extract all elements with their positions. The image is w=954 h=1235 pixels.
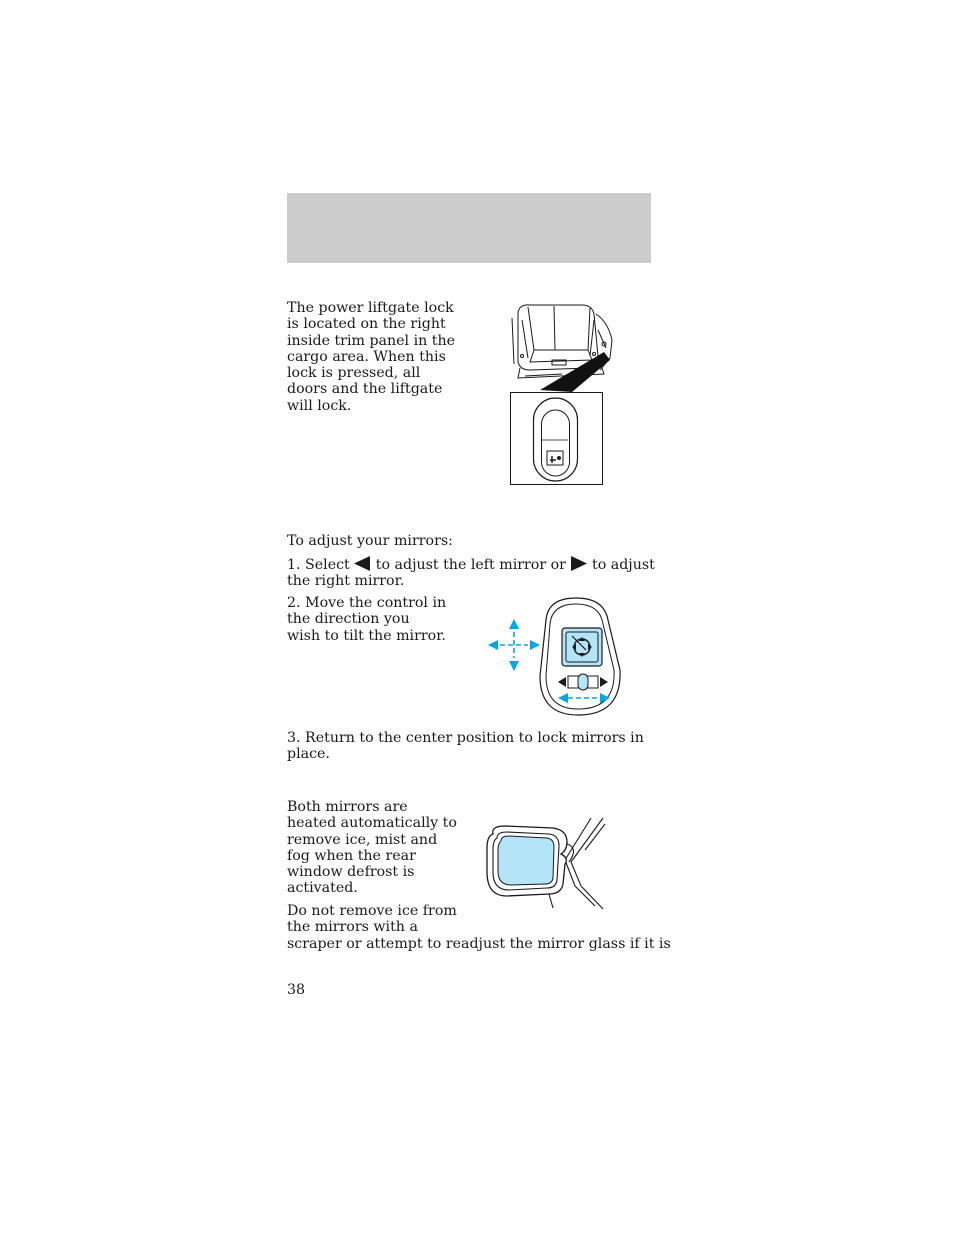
mirror-control-illustration: [486, 594, 626, 720]
left-arrow-icon: [354, 556, 371, 571]
step1-middle: to adjust the left mirror or: [375, 557, 566, 573]
mirrors-step-2: 2. Move the control in the direction you wish to tilt the mirror.: [287, 595, 447, 644]
liftgate-lock-text: The power liftgate lock is located on the right inside trim panel in the cargo area. When this lock is pressed, all doors and the liftgate will lock.: [287, 300, 456, 414]
mirrors-intro: To adjust your mirrors:: [287, 533, 453, 549]
heated-mirrors-warning-start: Do not remove ice from the mirrors with a: [287, 903, 457, 936]
step1-prefix: 1. Select: [287, 557, 350, 573]
section-header-band: [287, 193, 651, 263]
heated-mirrors-warning-cont: scraper or attempt to readjust the mirror glass if it is: [287, 936, 671, 952]
right-arrow-icon: [570, 556, 587, 571]
heated-mirrors-text: Both mirrors are heated automatically to remove ice, mist and fog when the rear window defrost is activated.: [287, 799, 457, 897]
liftgate-lock-illustration: [500, 300, 625, 490]
page-number: 38: [287, 982, 306, 998]
heated-mirror-illustration: [483, 814, 619, 914]
mirrors-step-1: [287, 556, 655, 590]
mirrors-step-3: 3. Return to the center position to lock mirrors in place.: [287, 730, 644, 763]
step1-suffix: to adjust the right mirror.: [287, 557, 655, 590]
